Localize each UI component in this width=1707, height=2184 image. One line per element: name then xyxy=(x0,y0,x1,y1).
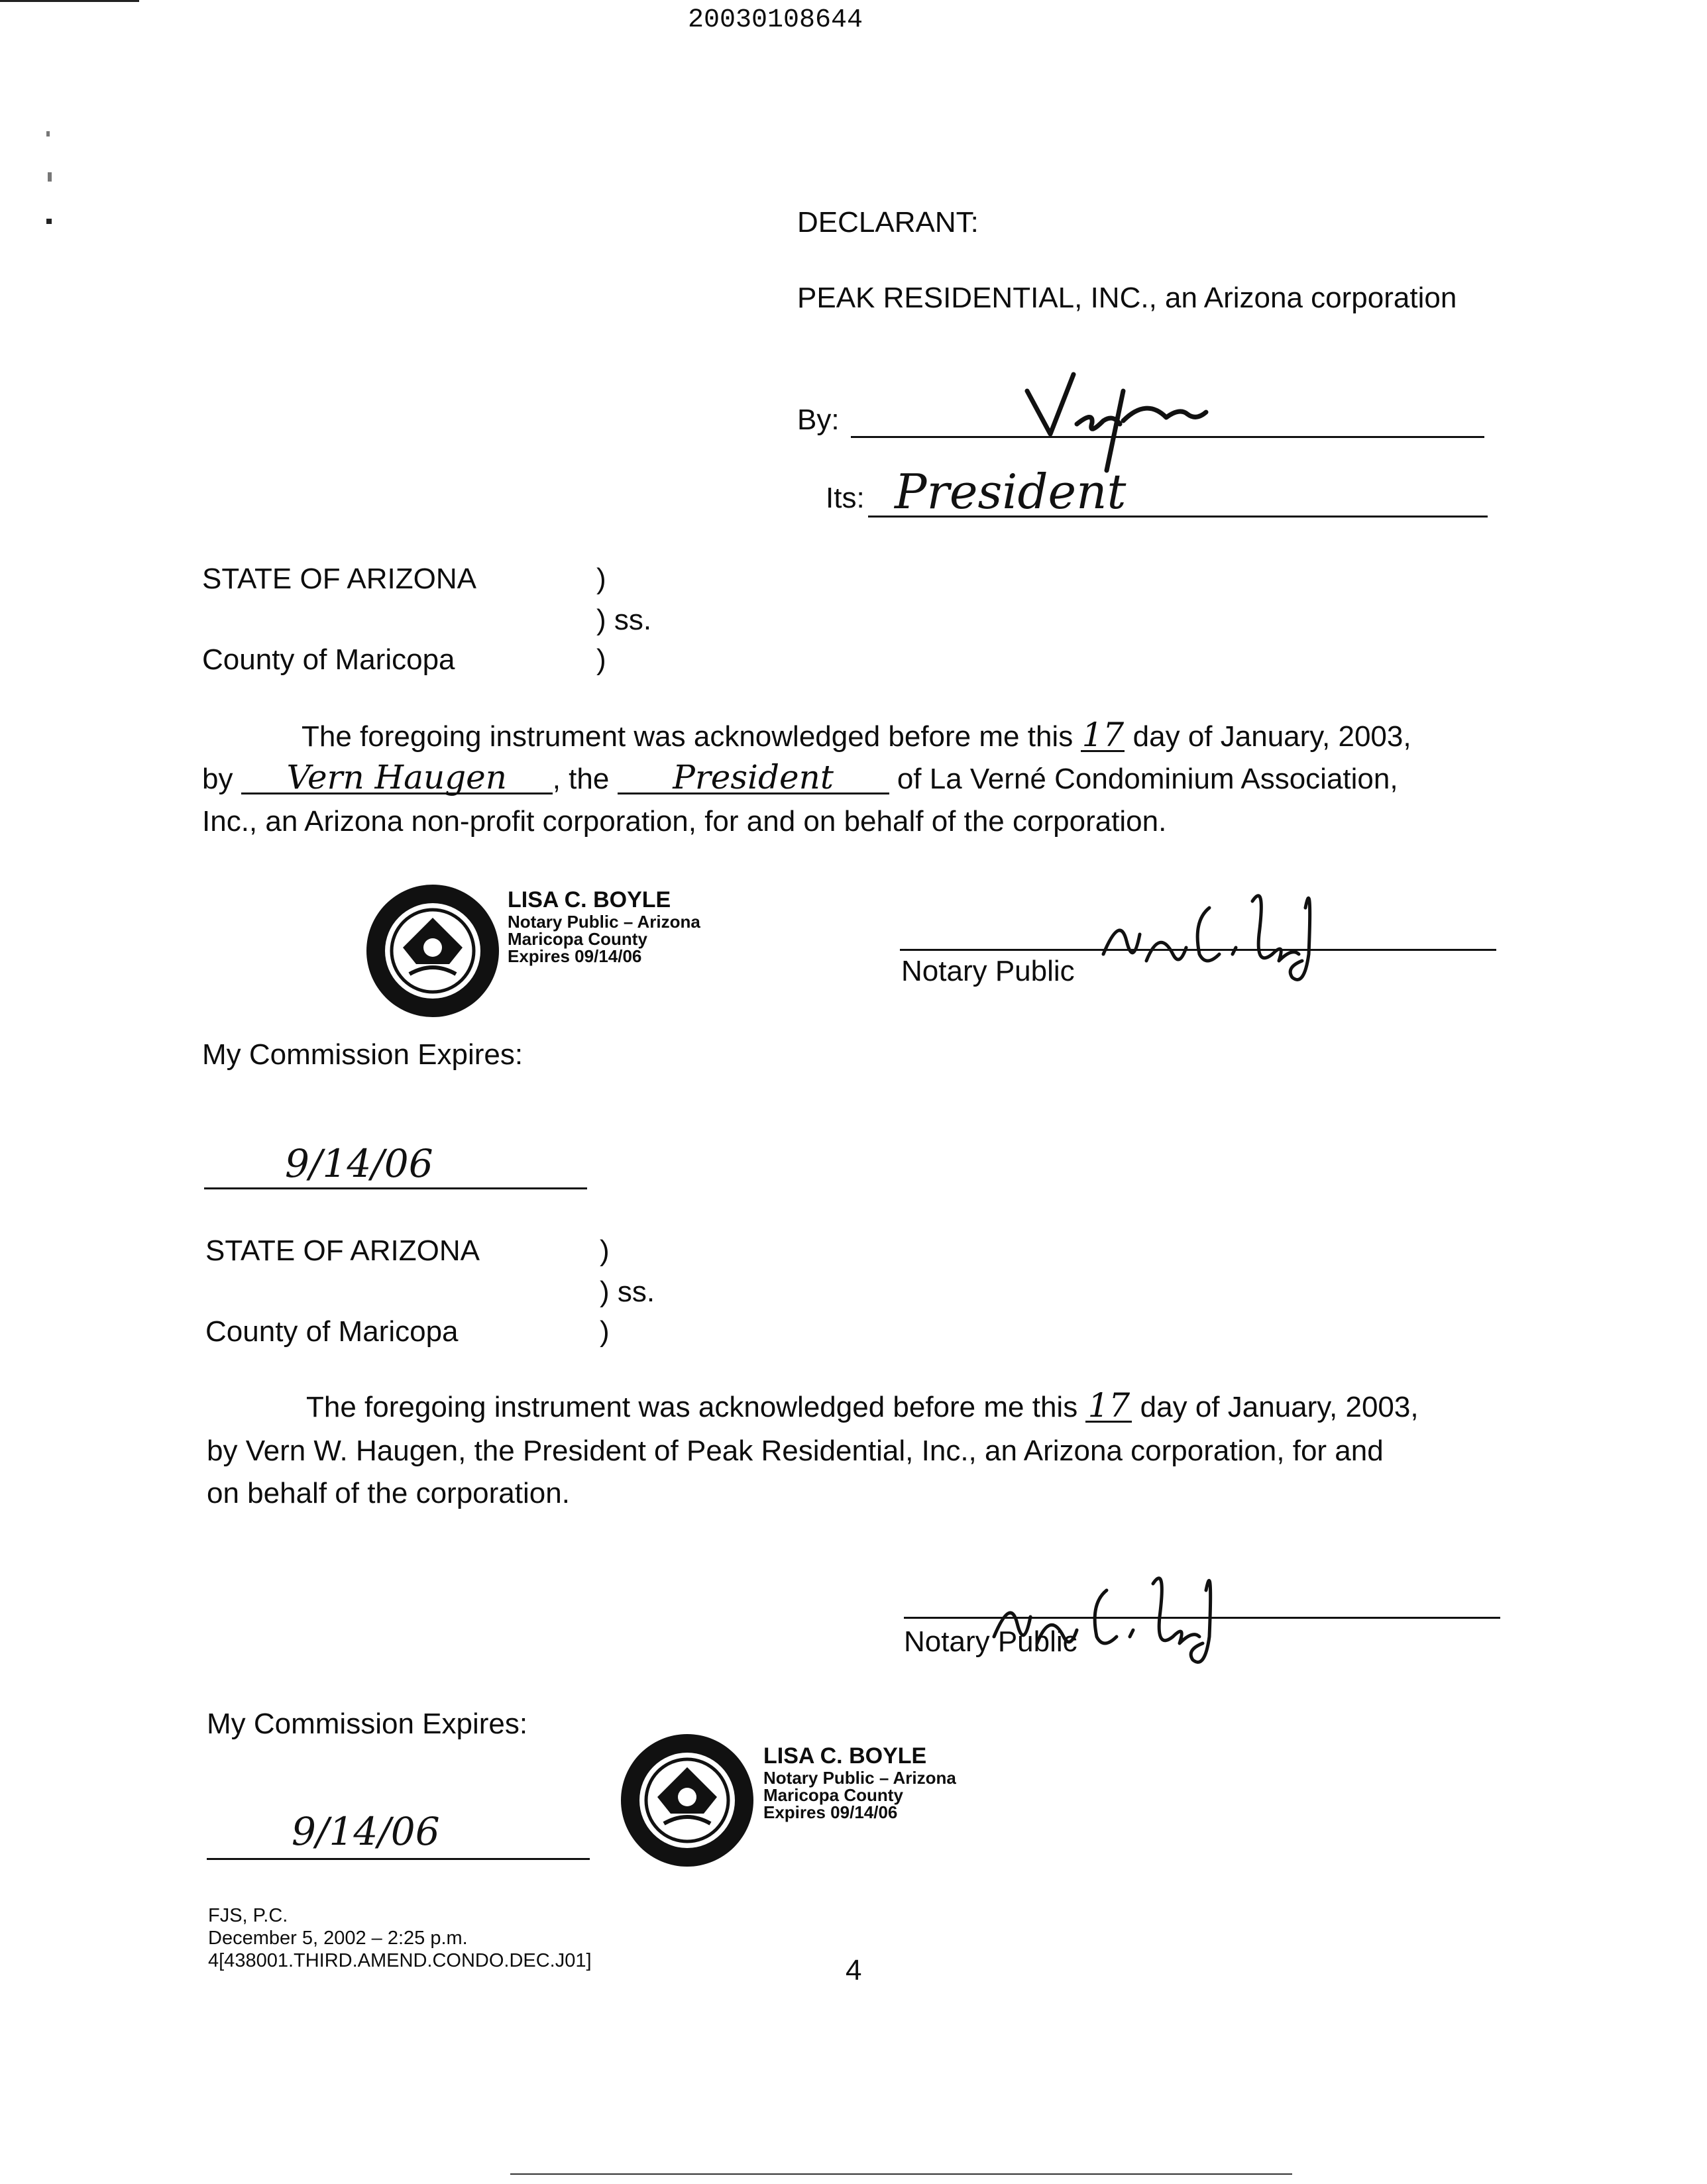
notary-stamp-line3: Expires 09/14/06 xyxy=(763,1802,898,1822)
scan-speck xyxy=(46,219,52,224)
declarant-company: PEAK RESIDENTIAL, INC., an Arizona corporation xyxy=(797,282,1457,314)
notary-stamp-name: LISA C. BOYLE xyxy=(763,1743,927,1769)
ack2-line1-a: The foregoing instrument was acknowledged before me this xyxy=(306,1391,1078,1423)
scan-speck xyxy=(48,172,52,182)
notary-stamp-text xyxy=(508,887,700,965)
ack1-line2 xyxy=(202,758,1398,800)
ack1-commission-label: My Commission Expires: xyxy=(202,1038,523,1071)
footer-block xyxy=(208,1904,592,1972)
ack1-line1-a: The foregoing instrument was acknowledged before me this xyxy=(302,720,1074,753)
footer-doc-id: 4[438001.THIRD.AMEND.CONDO.DEC.J01] xyxy=(208,1950,592,1971)
footer-date: December 5, 2002 – 2:25 p.m. xyxy=(208,1928,468,1949)
ack2-paren-top: ) xyxy=(600,1234,610,1267)
scan-edge-line xyxy=(0,0,139,2)
ack1-commission-date-handwritten: 9/14/06 xyxy=(285,1141,433,1186)
ack1-day-field xyxy=(1081,716,1125,752)
document-number: 20030108644 xyxy=(688,5,863,35)
ack2-day-field xyxy=(1085,1386,1132,1423)
ack2-notary-public-label: Notary Public xyxy=(904,1625,1077,1658)
ack2-county: County of Maricopa xyxy=(205,1315,459,1348)
notary-stamp-text xyxy=(763,1743,956,1821)
ack2-commission-line xyxy=(207,1858,590,1860)
ack1-title-handwritten: President xyxy=(673,758,834,796)
ack1-notary-signature xyxy=(1093,861,1358,994)
notary-stamp-name: LISA C. BOYLE xyxy=(508,887,671,912)
page-number: 4 xyxy=(846,1954,862,1987)
ack1-line2-rest: of La Verné Condominium Association, xyxy=(897,763,1398,795)
ack1-paren-bottom: ) xyxy=(596,643,606,676)
ack2-day-handwritten: 17 xyxy=(1087,1386,1130,1425)
notary-stamp-line1: Notary Public – Arizona xyxy=(763,1768,956,1788)
notary-stamp-line2: Maricopa County xyxy=(508,929,647,949)
notary-seal xyxy=(618,1731,757,1870)
ack2-notary-signature xyxy=(981,1544,1259,1676)
ack1-county: County of Maricopa xyxy=(202,643,455,676)
ack2-commission-label: My Commission Expires: xyxy=(207,1708,528,1740)
ack2-line2: by Vern W. Haugen, the President of Peak Residential, Inc., an Arizona corporation, for and xyxy=(207,1435,1384,1467)
ack1-line1-b: day of January, 2003, xyxy=(1132,720,1411,753)
ack2-commission-date-handwritten: 9/14/06 xyxy=(292,1809,440,1854)
ack2-line3: on behalf of the corporation. xyxy=(207,1477,570,1509)
footer-firm: FJS, P.C. xyxy=(208,1905,288,1926)
its-label: Its: xyxy=(826,482,865,514)
ack1-line2-the: , the xyxy=(552,763,610,795)
ack2-line1 xyxy=(306,1386,1419,1429)
ack1-day-handwritten: 17 xyxy=(1081,716,1125,754)
ack1-paren-top: ) xyxy=(596,563,606,595)
ack1-title-field xyxy=(618,758,889,794)
ack2-ss: ) ss. xyxy=(600,1276,655,1308)
notary-stamp-line1: Notary Public – Arizona xyxy=(508,912,700,932)
ack1-commission-line xyxy=(204,1187,587,1189)
ack1-line3: Inc., an Arizona non-profit corporation, for and on behalf of the corporation. xyxy=(202,805,1167,838)
declarant-title-handwritten: President xyxy=(895,464,1127,519)
ack2-state: STATE OF ARIZONA xyxy=(205,1234,480,1267)
ack1-name-field xyxy=(241,758,553,794)
scan-bottom-edge xyxy=(510,2173,1292,2175)
notary-stamp-line3: Expires 09/14/06 xyxy=(508,946,642,966)
ack1-line1 xyxy=(302,716,1411,758)
ack1-name-handwritten: Vern Haugen xyxy=(286,758,507,796)
ack1-line2-by: by xyxy=(202,763,233,795)
by-label: By: xyxy=(797,404,840,436)
ack1-state: STATE OF ARIZONA xyxy=(202,563,476,595)
scan-speck xyxy=(46,131,50,136)
ack2-paren-bottom: ) xyxy=(600,1315,610,1348)
ack1-notary-public-label: Notary Public xyxy=(901,955,1075,987)
ack2-line1-b: day of January, 2003, xyxy=(1140,1391,1419,1423)
notary-stamp-line2: Maricopa County xyxy=(763,1785,903,1805)
ack1-ss: ) ss. xyxy=(596,604,652,636)
declarant-heading: DECLARANT: xyxy=(797,206,979,239)
notary-seal xyxy=(363,881,502,1020)
